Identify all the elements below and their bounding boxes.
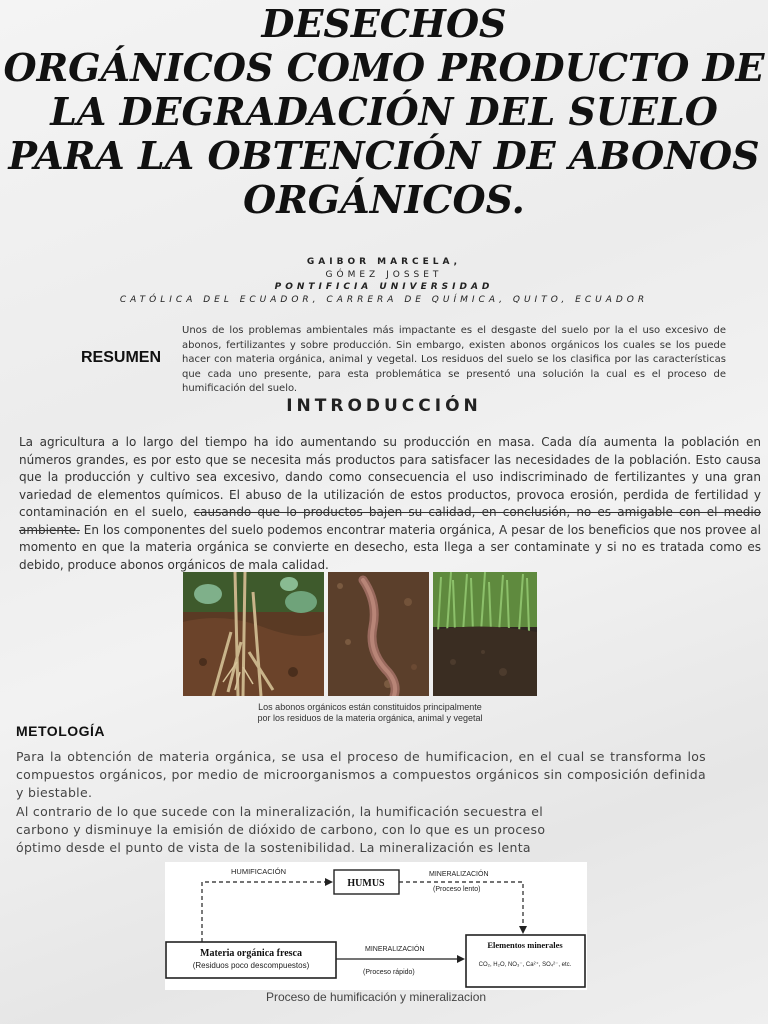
metodologia-text-1: Para la obtención de materia orgánica, se usa el proceso de humificacion, en el cual se transforma los compuestos orgánicos, por medio de microorganismos a compuestos orgánicos sin composición definida y biestable. [16, 749, 706, 800]
diagram-caption: Proceso de humificación y mineralizacion [265, 990, 487, 1004]
intro-text-part-2: En los componentes del suelo podemos encontrar materia orgánica, A pesar de los beneficios que nos provee al momento en que la materia orgánica se convierte en desecho, esta llega a ser contaminate y si no es tratada como es debido, produce abonos orgánicos de mala calidad. [19, 522, 761, 572]
title-line-1: DESECHOS [261, 1, 507, 46]
arrowhead-humus [325, 878, 333, 886]
humification-path [202, 882, 329, 942]
photos-caption [200, 702, 540, 724]
elementos-minerales-list: CO₂, H₂O, NO₃⁻, Ca²⁺, SO₄²⁻, etc. [478, 962, 572, 968]
photo-grass-soil [433, 572, 537, 696]
affiliation-2: CATÓLICA DEL ECUADOR, CARRERA DE QUÍMICA, QUITO, ECUADOR [119, 294, 649, 305]
metodologia-heading: METOLOGÍA [16, 723, 106, 739]
author-1: GAIBOR MARCELA, [306, 257, 462, 267]
proceso-rapido-label: (Proceso rápido) [363, 969, 415, 976]
title-line-4: PARA LA OBTENCIÓN DE ABONOS [8, 133, 760, 178]
arrowhead-elements-side [457, 955, 465, 963]
arrowhead-elements-top [519, 926, 527, 934]
photos-caption-line-1: Los abonos orgánicos están constituidos principalmente [258, 702, 482, 712]
title-line-3: LA DEGRADACIÓN DEL SUELO [50, 89, 718, 134]
authors-block [0, 256, 768, 306]
intro-text-part-1: La agricultura a lo largo del tiempo ha ido aumentando su producción en masa. Cada día aumenta la población en números grandes, es por esto que se necesita más productos para satisfacer las necesidades de la población. Esto causa que la producción y cultivo sea excesivo, dando como consecuencia el uso indiscriminado de fertilizantes y una gran variedad de elementos químicos. El abuso de la utilización de estos productos, provoca erosión, perdida de fertilidad y contaminación en el suelo, [19, 435, 761, 519]
mineralizacion-top-label: MINERALIZACIÓN [429, 871, 489, 878]
humificacion-label: HUMIFICACIÓN [231, 867, 286, 876]
intro-text-struck: causando que lo productos bajen su calidad, en conclusión, no es amigable con el medio ambiente. [19, 505, 761, 537]
humus-label: HUMUS [347, 878, 385, 889]
photo-earthworm [328, 572, 429, 696]
resumen-heading: RESUMEN [81, 349, 162, 366]
author-2: GÓMEZ JOSSET [325, 269, 443, 280]
metodologia-text-2: Al contrario de lo que sucede con la mineralización, la humificación secuestra el carbono y disminuye la emisión de dióxido de carbono, con lo que es un proceso óptimo desde el punto de vista de la sostenibilidad. La mineralización es lenta [16, 804, 546, 855]
materia-organica-title: Materia orgánica fresca [200, 948, 302, 959]
elementos-minerales-title: Elementos minerales [487, 940, 563, 950]
title-line-2: ORGÁNICOS COMO PRODUCTO DE [3, 45, 765, 90]
poster-title [0, 2, 768, 222]
mineralizacion-bottom-label: MINERALIZACIÓN [365, 946, 425, 953]
introduccion-heading: INTRODUCCIÓN [286, 396, 482, 416]
title-line-5: ORGÁNICOS. [243, 177, 525, 222]
resumen-text: Unos de los problemas ambientales más impactante es el desgaste del suelo por la el uso excesivo de abonos, fertilizantes y sobre producción. Sin embargo, existen abonos orgánicos los cuales se los puede hacer con materia orgánica, animal y vegetal. Los residuos del suelo se los clasifica por las características que cada uno presente, para esta problemática se presentó una solución la cual es el proceso de humificación del suelo. [182, 325, 726, 394]
photo-roots-soil [183, 572, 324, 696]
materia-organica-sub: (Residuos poco descompuestos) [192, 961, 310, 970]
proceso-lento-label: (Proceso lento) [433, 886, 481, 893]
introduccion-text [19, 434, 761, 574]
photos-caption-line-2: por los residuos de la materia orgánica, animal y vegetal [257, 713, 483, 723]
affiliation-1: PONTIFICIA UNIVERSIDAD [274, 282, 494, 292]
humification-diagram [165, 862, 587, 990]
